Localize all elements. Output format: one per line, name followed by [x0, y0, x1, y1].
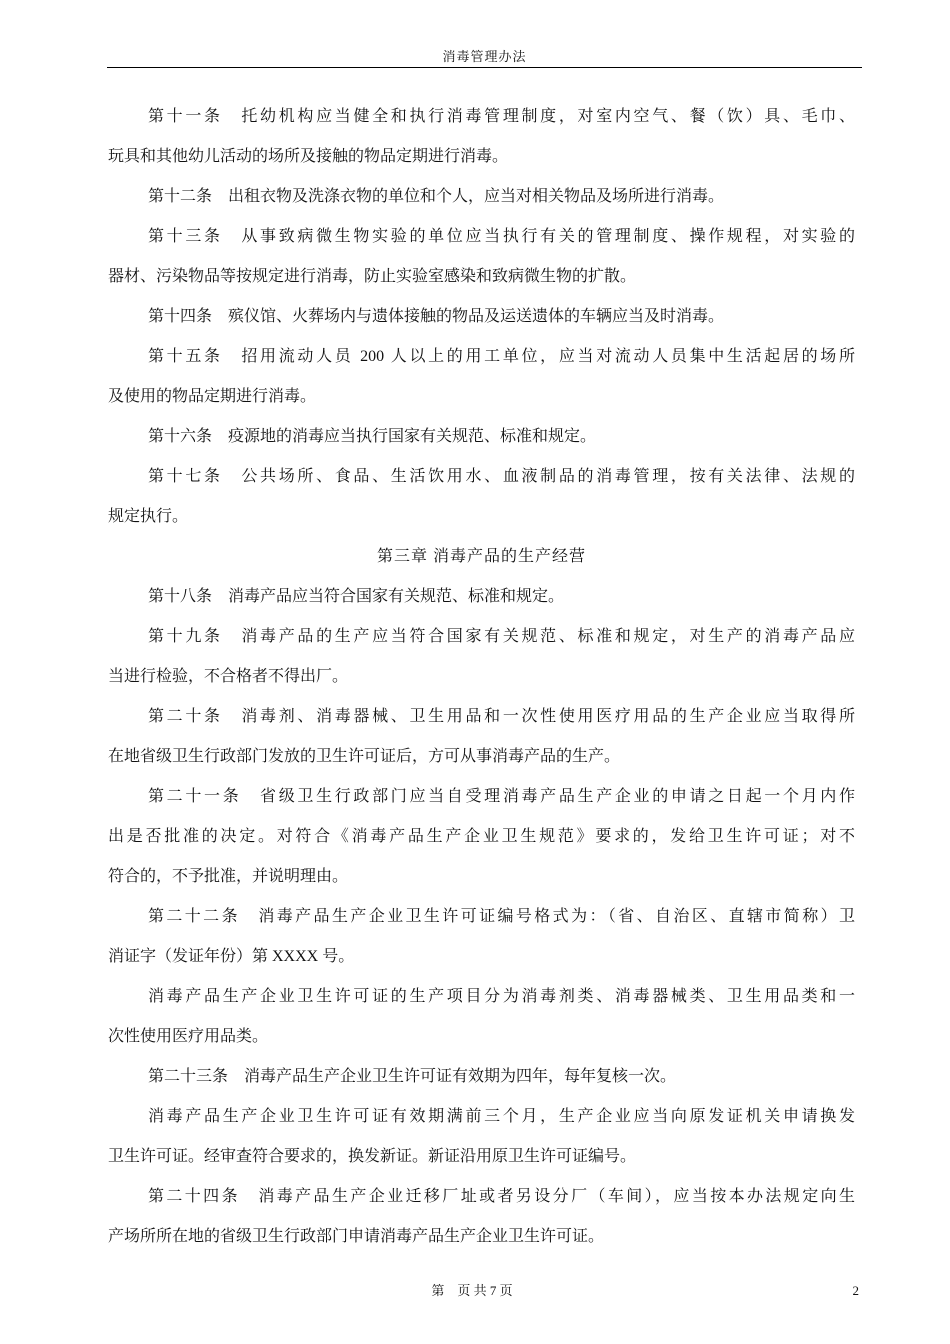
article-22-clause — [108, 977, 855, 1057]
text-line: 消毒产品生产企业卫生许可证的生产项目分为消毒剂类、消毒器械类、卫生用品类和一 — [148, 988, 855, 1005]
text-line: 第十四条 殡仪馆、火葬场内与遗体接触的物品及运送遗体的车辆应当及时消毒。 — [148, 308, 725, 325]
text-line: 在地省级卫生行政部门发放的卫生许可证后，方可从事消毒产品的生产。 — [108, 748, 621, 765]
article-20 — [108, 697, 855, 777]
text-line: 卫生许可证。经审查符合要求的，换发新证。新证沿用原卫生许可证编号。 — [108, 1148, 637, 1165]
text-line: 出是否批准的决定。对符合《消毒产品生产企业卫生规范》要求的，发给卫生许可证；对不 — [108, 828, 855, 845]
article-19 — [108, 617, 855, 697]
text-line: 第十七条 公共场所、食品、生活饮用水、血液制品的消毒管理，按有关法律、法规的 — [148, 468, 855, 485]
text-line: 消毒产品生产企业卫生许可证有效期满前三个月，生产企业应当向原发证机关申请换发 — [148, 1108, 855, 1125]
text-line: 次性使用医疗用品类。 — [108, 1028, 269, 1045]
text-line: 第十六条 疫源地的消毒应当执行国家有关规范、标准和规定。 — [148, 428, 597, 445]
text-line: 第二十四条 消毒产品生产企业迁移厂址或者另设分厂（车间），应当按本办法规定向生 — [148, 1188, 855, 1205]
article-11 — [108, 97, 855, 177]
article-15 — [108, 337, 855, 417]
text-line: 器材、污染物品等按规定进行消毒，防止实验室感染和致病微生物的扩散。 — [108, 268, 637, 285]
article-24 — [108, 1177, 855, 1257]
text-line: 第二十一条 省级卫生行政部门应当自受理消毒产品生产企业的申请之日起一个月内作 — [148, 788, 855, 805]
text-line: 玩具和其他幼儿活动的场所及接触的物品定期进行消毒。 — [108, 148, 509, 165]
article-23 — [108, 1057, 855, 1097]
article-14 — [108, 297, 855, 337]
text-line: 第十五条 招用流动人员 200 人以上的用工单位，应当对流动人员集中生活起居的场所 — [148, 348, 855, 365]
article-21 — [108, 777, 855, 897]
chapter-heading: 第三章 消毒产品的生产经营 — [376, 548, 586, 565]
text-line: 产场所所在地的省级卫生行政部门申请消毒产品生产企业卫生许可证。 — [108, 1228, 605, 1245]
text-line: 第十一条 托幼机构应当健全和执行消毒管理制度，对室内空气、餐（饮）具、毛巾、 — [148, 108, 855, 125]
text-line: 及使用的物品定期进行消毒。 — [108, 388, 317, 405]
text-line: 第十三条 从事致病微生物实验的单位应当执行有关的管理制度、操作规程，对实验的 — [148, 228, 855, 245]
header-rule — [107, 67, 862, 68]
article-16 — [108, 417, 855, 457]
article-17 — [108, 457, 855, 537]
text-line: 第十八条 消毒产品应当符合国家有关规范、标准和规定。 — [148, 588, 565, 605]
document-body — [108, 97, 855, 1257]
text-line: 第十二条 出租衣物及洗涤衣物的单位和个人，应当对相关物品及场所进行消毒。 — [148, 188, 725, 205]
text-line: 消证字（发证年份）第 XXXX 号。 — [108, 948, 355, 965]
article-18 — [108, 577, 855, 617]
article-23-clause — [108, 1097, 855, 1177]
text-line: 第二十二条 消毒产品生产企业卫生许可证编号格式为：（省、自治区、直辖市简称）卫 — [148, 908, 855, 925]
article-13 — [108, 217, 855, 297]
text-line: 规定执行。 — [108, 508, 189, 525]
article-12 — [108, 177, 855, 217]
text-line: 第十九条 消毒产品的生产应当符合国家有关规范、标准和规定，对生产的消毒产品应 — [148, 628, 855, 645]
page-count-label: 第 页 共 7 页 — [431, 1283, 513, 1298]
page-footer — [107, 1280, 862, 1302]
text-line: 当进行检验，不合格者不得出厂。 — [108, 668, 349, 685]
article-22 — [108, 897, 855, 977]
text-line: 第二十条 消毒剂、消毒器械、卫生用品和一次性使用医疗用品的生产企业应当取得所 — [148, 708, 855, 725]
text-line: 第二十三条 消毒产品生产企业卫生许可证有效期为四年，每年复核一次。 — [148, 1068, 677, 1085]
page-number: 2 — [852, 1283, 859, 1298]
text-line: 符合的，不予批准，并说明理由。 — [108, 868, 349, 885]
document-header-title: 消毒管理办法 — [442, 49, 527, 64]
